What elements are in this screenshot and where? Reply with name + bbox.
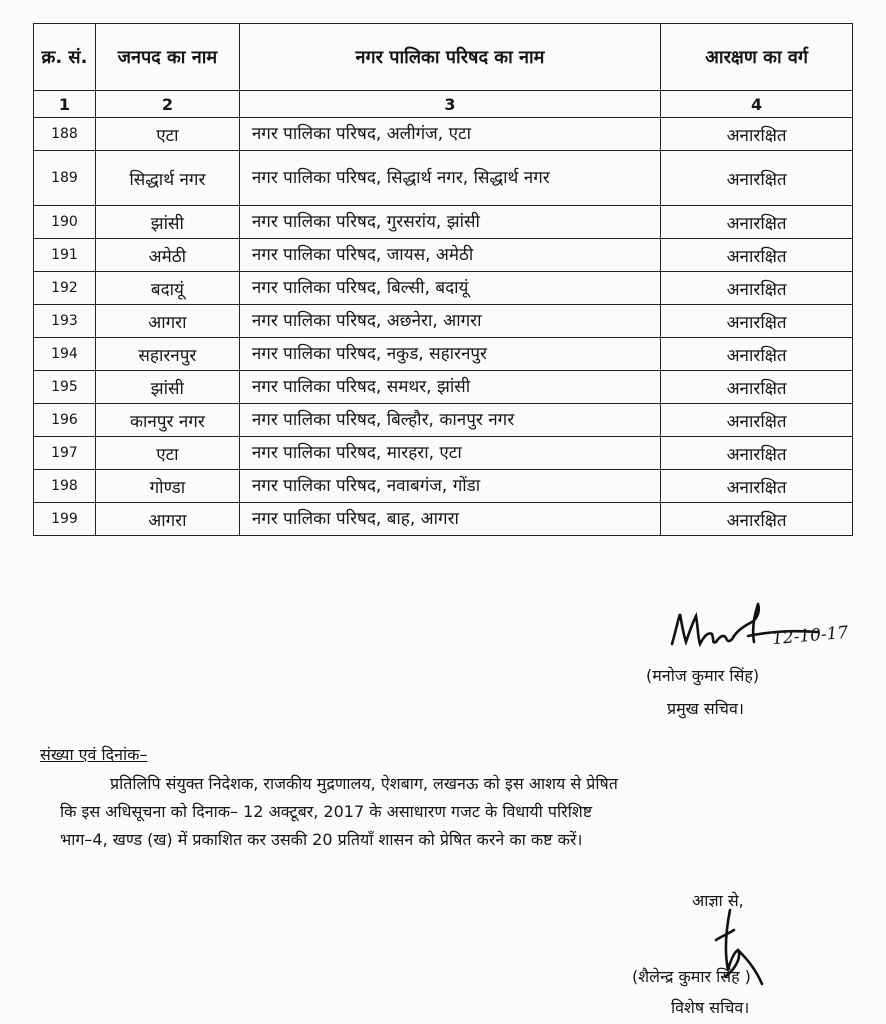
serial-cell: 195 xyxy=(34,371,96,404)
council-name-cell: नगर पालिका परिषद, नकुड, सहारनपुर xyxy=(239,338,660,371)
council-name-cell: नगर पालिका परिषद, अछनेरा, आगरा xyxy=(239,305,660,338)
serial-cell: 192 xyxy=(34,272,96,305)
category-cell: अनारक्षित xyxy=(661,503,853,536)
council-name-cell: नगर पालिका परिषद, मारहरा, एटा xyxy=(239,437,660,470)
col-number: 1 xyxy=(34,91,96,118)
serial-cell: 193 xyxy=(34,305,96,338)
col-number: 3 xyxy=(239,91,660,118)
category-cell: अनारक्षित xyxy=(661,470,853,503)
category-cell: अनारक्षित xyxy=(661,272,853,305)
district-cell: बदायूं xyxy=(95,272,239,305)
category-cell: अनारक्षित xyxy=(661,437,853,470)
category-cell: अनारक्षित xyxy=(661,239,853,272)
district-cell: झांसी xyxy=(95,206,239,239)
serial-cell: 191 xyxy=(34,239,96,272)
table-row xyxy=(34,206,853,239)
table-row xyxy=(34,305,853,338)
column-number-row xyxy=(34,91,853,118)
signatory-name: (शैलेन्द्र कुमार सिंह ) xyxy=(632,967,751,986)
council-name-cell: नगर पालिका परिषद, समथर, झांसी xyxy=(239,371,660,404)
district-cell: आगरा xyxy=(95,503,239,536)
category-cell: अनारक्षित xyxy=(661,118,853,151)
paragraph-line: भाग–4, खण्ड (ख) में प्रकाशित कर उसकी 20 प्रतियाँ शासन को प्रेषित करने का कष्ट करें। xyxy=(60,830,583,849)
district-cell: एटा xyxy=(95,118,239,151)
category-cell: अनारक्षित xyxy=(661,404,853,437)
table-row xyxy=(34,371,853,404)
category-cell: अनारक्षित xyxy=(661,206,853,239)
serial-cell: 189 xyxy=(34,151,96,206)
serial-cell: 194 xyxy=(34,338,96,371)
district-cell: कानपुर नगर xyxy=(95,404,239,437)
paragraph-line: कि इस अधिसूचना को दिनाक– 12 अक्टूबर, 2017 के असाधारण गजट के विधायी परिशिष्ट xyxy=(60,802,593,821)
paragraph-line: प्रतिलिपि संयुक्त निदेशक, राजकीय मुद्रणालय, ऐशबाग, लखनऊ को इस आशय से प्रेषित xyxy=(110,774,618,793)
table-row xyxy=(34,338,853,371)
district-cell: सहारनपुर xyxy=(95,338,239,371)
copy-paragraph xyxy=(60,770,850,854)
serial-cell: 197 xyxy=(34,437,96,470)
signatory-designation: प्रमुख सचिव। xyxy=(667,699,744,718)
serial-cell: 198 xyxy=(34,470,96,503)
table-row xyxy=(34,272,853,305)
table-header-row xyxy=(34,24,853,91)
council-name-cell: नगर पालिका परिषद, नवाबगंज, गोंडा xyxy=(239,470,660,503)
district-cell: गोण्डा xyxy=(95,470,239,503)
council-name-cell: नगर पालिका परिषद, गुरसरांय, झांसी xyxy=(239,206,660,239)
district-cell: आगरा xyxy=(95,305,239,338)
serial-cell: 190 xyxy=(34,206,96,239)
council-name-cell: नगर पालिका परिषद, सिद्धार्थ नगर, सिद्धार्थ नगर xyxy=(239,151,660,206)
signature-date: 12-10-17 xyxy=(771,622,850,650)
header-district: जनपद का नाम xyxy=(95,24,239,91)
serial-cell: 188 xyxy=(34,118,96,151)
category-cell: अनारक्षित xyxy=(661,305,853,338)
signatory-designation: विशेष सचिव। xyxy=(671,998,750,1017)
by-order-text: आज्ञा से, xyxy=(692,891,744,910)
serial-cell: 199 xyxy=(34,503,96,536)
district-cell: झांसी xyxy=(95,371,239,404)
table-row xyxy=(34,239,853,272)
category-cell: अनारक्षित xyxy=(661,151,853,206)
district-cell: एटा xyxy=(95,437,239,470)
table-row xyxy=(34,118,853,151)
category-cell: अनारक्षित xyxy=(661,371,853,404)
header-category: आरक्षण का वर्ग xyxy=(661,24,853,91)
council-name-cell: नगर पालिका परिषद, बाह, आगरा xyxy=(239,503,660,536)
header-council-name: नगर पालिका परिषद का नाम xyxy=(239,24,660,91)
col-number: 4 xyxy=(661,91,853,118)
reference-label: संख्या एवं दिनांक– xyxy=(40,745,148,764)
reservation-table xyxy=(33,23,853,536)
category-cell: अनारक्षित xyxy=(661,338,853,371)
header-serial: क्र. सं. xyxy=(34,24,96,91)
district-cell: अमेठी xyxy=(95,239,239,272)
table-row xyxy=(34,503,853,536)
signatory-name: (मनोज कुमार सिंह) xyxy=(646,666,760,685)
table-row xyxy=(34,470,853,503)
council-name-cell: नगर पालिका परिषद, बिल्हौर, कानपुर नगर xyxy=(239,404,660,437)
table-row xyxy=(34,151,853,206)
serial-cell: 196 xyxy=(34,404,96,437)
table-row xyxy=(34,404,853,437)
table-row xyxy=(34,437,853,470)
col-number: 2 xyxy=(95,91,239,118)
council-name-cell: नगर पालिका परिषद, अलीगंज, एटा xyxy=(239,118,660,151)
council-name-cell: नगर पालिका परिषद, जायस, अमेठी xyxy=(239,239,660,272)
district-cell: सिद्धार्थ नगर xyxy=(95,151,239,206)
council-name-cell: नगर पालिका परिषद, बिल्सी, बदायूं xyxy=(239,272,660,305)
